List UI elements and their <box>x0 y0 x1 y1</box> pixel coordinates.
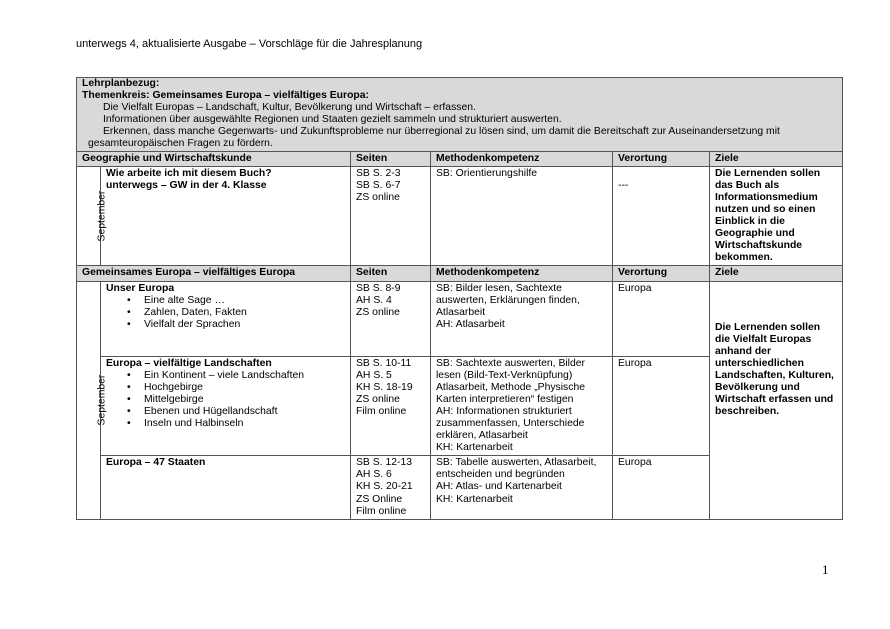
pages-cell <box>351 166 431 266</box>
method-line: AH: Atlas- und Kartenarbeit <box>436 481 562 493</box>
method-line: SB: Tabelle auswerten, Atlasarbeit, <box>436 457 597 469</box>
topic-list <box>106 295 345 331</box>
method-line: KH: Kartenarbeit <box>436 442 513 454</box>
page-ref: ZS online <box>356 306 400 318</box>
method-cell: SB: Orientierungshilfe <box>431 166 613 266</box>
method-line: erklären, Atlasarbeit <box>436 430 528 442</box>
list-item: • Eine alte Sage … <box>144 295 345 307</box>
topic-subtitle: unterwegs – GW in der 4. Klasse <box>106 179 267 191</box>
section1-header-row <box>77 151 843 166</box>
month-label: September <box>96 190 108 242</box>
topic-cell <box>101 281 351 356</box>
column-header-method: Methodenkompetenz <box>431 266 613 281</box>
method-line: AH: Atlasarbeit <box>436 318 505 330</box>
topic-title: Wie arbeite ich mit diesem Buch? <box>106 167 272 179</box>
page-ref: Film online <box>356 405 407 417</box>
list-item: • Ein Kontinent – viele Landschaften <box>144 370 345 382</box>
goal-text: Die Lernenden sollen die Vielfalt Europas anhand der unterschiedlichen Landschaften, Kulturen, Bevölkerung und Wirtschaft erfassen und beschreiben. <box>715 321 834 418</box>
page-ref: ZS Online <box>356 493 403 505</box>
topic-title: Unser Europa <box>106 282 175 294</box>
column-header-topic: Gemeinsames Europa – vielfältiges Europa <box>77 266 351 281</box>
planning-table <box>76 77 843 520</box>
topic-list <box>106 370 345 430</box>
page-ref: SB S. 2-3 <box>356 167 401 179</box>
page-number: 1 <box>822 562 829 577</box>
page-ref: AH S. 4 <box>356 294 392 306</box>
topic-title: Europa – vielfältige Landschaften <box>106 357 272 369</box>
method-line: lesen (Bild-Text-Verknüpfung) <box>436 369 573 381</box>
topic-cell <box>101 456 351 519</box>
column-header-pages: Seiten <box>351 151 431 166</box>
method-line: entscheiden und begründen <box>436 469 565 481</box>
intro-row <box>77 78 843 152</box>
intro-label-themenkreis: Themenkreis: Gemeinsames Europa – vielfältiges Europa: <box>82 90 370 102</box>
method-line: zusammenfassen, Unterschiede <box>436 417 585 429</box>
list-item: • Hochgebirge <box>144 382 345 394</box>
location-cell: --- <box>613 166 710 266</box>
intro-line: Informationen über ausgewählte Regionen und Staaten gezielt sammeln und strukturiert auswerten. <box>103 114 562 126</box>
column-header-topic: Geographie und Wirtschaftskunde <box>77 151 351 166</box>
list-item: • Mittelgebirge <box>144 394 345 406</box>
column-header-location: Verortung <box>613 266 710 281</box>
topic-cell <box>101 356 351 456</box>
topic-title: Europa – 47 Staaten <box>106 457 206 469</box>
page-ref: ZS online <box>356 393 400 405</box>
page-ref: AH S. 5 <box>356 369 392 381</box>
page-ref: SB S. 12-13 <box>356 457 413 469</box>
section2-header-row <box>77 266 843 281</box>
intro-line: Die Vielfalt Europas – Landschaft, Kultur, Bevölkerung und Wirtschaft – erfassen. <box>103 102 476 114</box>
method-line: auswerten, Erklärungen finden, <box>436 294 580 306</box>
list-item: • Vielfalt der Sprachen <box>144 319 345 331</box>
pages-cell <box>351 356 431 456</box>
list-item: • Zahlen, Daten, Fakten <box>144 307 345 319</box>
method-cell <box>431 356 613 456</box>
column-header-goals: Ziele <box>710 151 843 166</box>
month-cell <box>77 166 108 266</box>
column-header-location: Verortung <box>613 151 710 166</box>
pages-cell <box>351 281 431 356</box>
topic-cell <box>101 166 351 266</box>
column-header-goals: Ziele <box>710 266 843 281</box>
column-header-method: Methodenkompetenz <box>431 151 613 166</box>
list-item: • Ebenen und Hügellandschaft <box>144 406 345 418</box>
location-cell: Europa <box>613 356 710 456</box>
month-label: September <box>96 374 108 426</box>
goal-cell: Die Lernenden sollen das Buch als Informationsmedium nutzen und so einen Einblick in die Geographie und Wirtschaftskunde bekommen. <box>710 166 843 266</box>
month-cell <box>77 281 108 519</box>
method-line: Karten interpretieren“ festigen <box>436 393 574 405</box>
method-cell <box>431 281 613 356</box>
location-cell: Europa <box>613 281 710 356</box>
page-ref: Film online <box>356 505 407 517</box>
page-ref: SB S. 6-7 <box>356 179 401 191</box>
column-header-pages: Seiten <box>351 266 431 281</box>
page-ref: SB S. 10-11 <box>356 357 412 369</box>
table-row <box>77 166 843 266</box>
location-cell: Europa <box>613 456 710 519</box>
goal-cell <box>710 281 843 519</box>
pages-cell <box>351 456 431 519</box>
intro-line: gesamteuropäischen Fragen zu fördern. <box>88 138 273 150</box>
page-ref: KH S. 20-21 <box>356 481 413 493</box>
page-ref: AH S. 6 <box>356 469 392 481</box>
method-line: SB: Sachtexte auswerten, Bilder <box>436 357 586 369</box>
page-ref: SB S. 8-9 <box>356 282 401 294</box>
intro-cell <box>77 78 843 152</box>
list-item: • Inseln und Halbinseln <box>144 418 345 430</box>
table-row <box>77 281 843 356</box>
method-line: Atlasarbeit, Methode „Physische <box>436 381 586 393</box>
intro-label-lehrplan: Lehrplanbezug: <box>82 78 160 89</box>
page-ref: ZS online <box>356 191 400 203</box>
method-line: SB: Bilder lesen, Sachtexte <box>436 282 562 294</box>
document-header: unterwegs 4, aktualisierte Ausgabe – Vorschläge für die Jahresplanung <box>76 38 423 50</box>
method-line: Atlasarbeit <box>436 306 486 318</box>
method-cell <box>431 456 613 519</box>
intro-line: Erkennen, dass manche Gegenwarts- und Zukunftsprobleme nur überregional zu lösen sind, um damit die Bereitschaft zur Auseinandersetzung mit <box>103 126 780 138</box>
page-ref: KH S. 18-19 <box>356 381 413 393</box>
method-line: AH: Informationen strukturiert <box>436 405 572 417</box>
method-line: KH: Kartenarbeit <box>436 493 513 505</box>
